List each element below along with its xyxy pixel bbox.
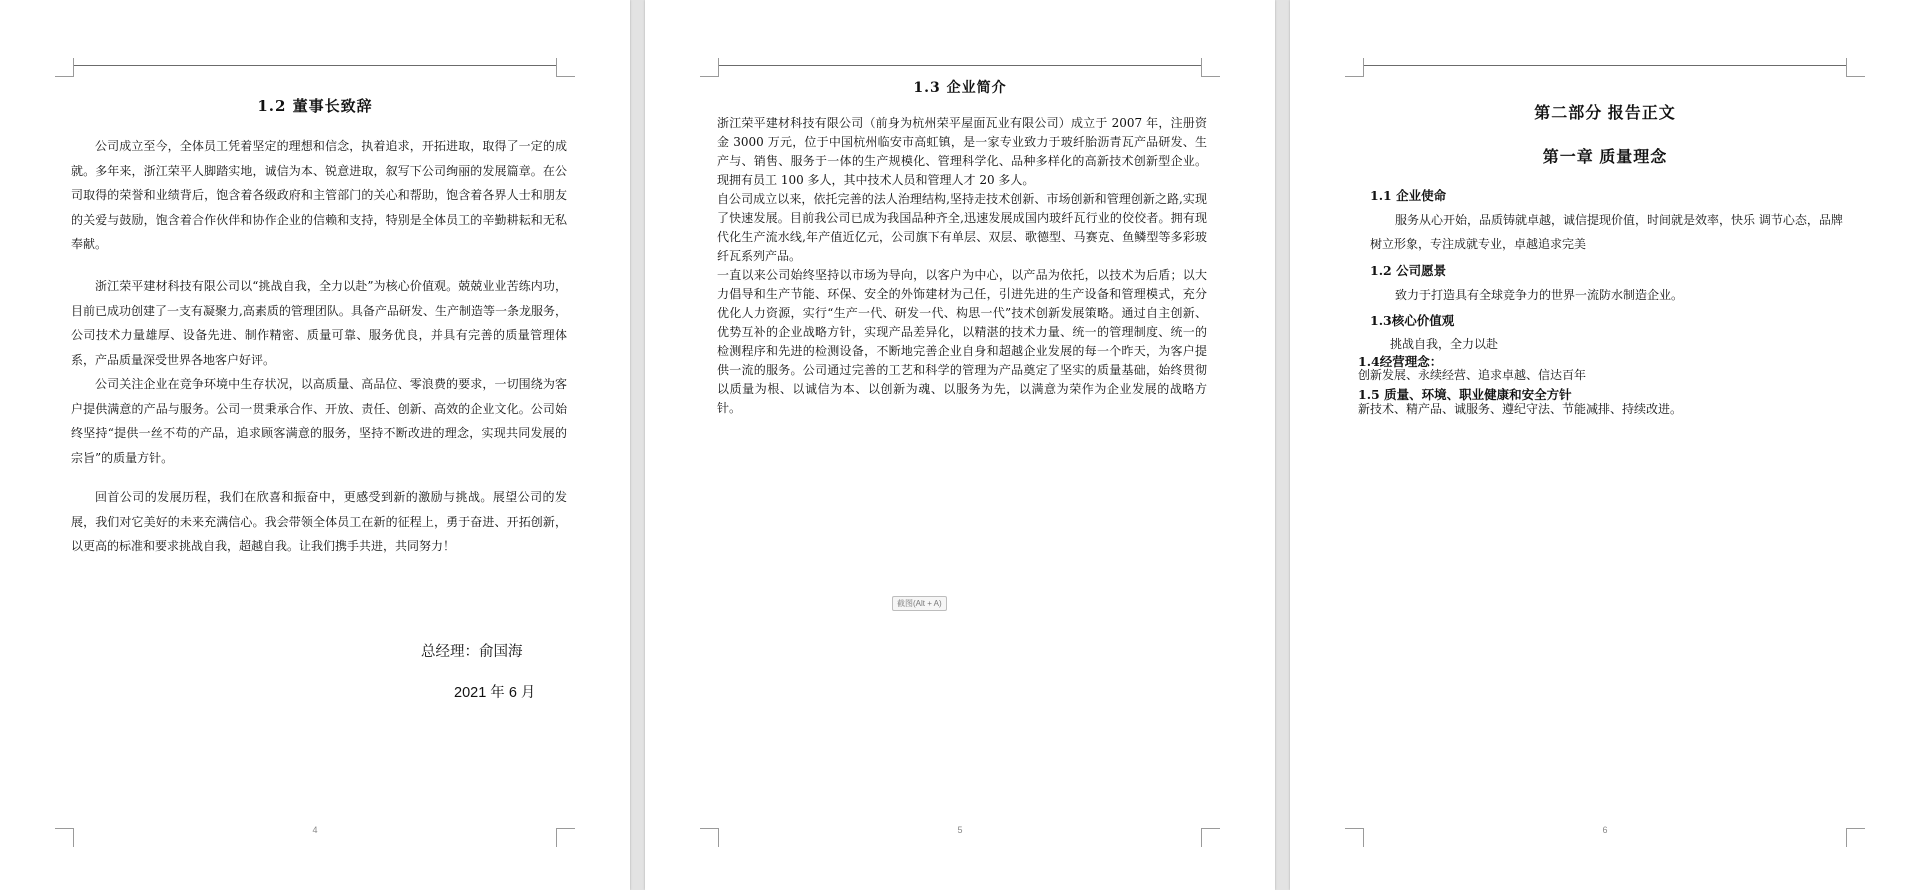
paragraph-text: 回首公司的发展历程，我们在欣喜和振奋中，更感受到新的激励与挑战。展望公司的发展，我们对它美好的未来充满信心。我会带领全体员工在新的征程上，勇于奋进、开拓创新，以更高的标准和要求挑战自我，超越自我。让我们携手共进，共同努力！ [71, 490, 567, 553]
signature: 总经理：俞国海 [421, 644, 523, 660]
corner-mark [1846, 58, 1865, 77]
body-text [717, 114, 1207, 418]
section-heading: 1.2 公司愿景 [1370, 263, 1447, 278]
chapter-title: 第一章 质量理念 [1542, 149, 1668, 166]
paragraph-text: 浙江荣平建材科技有限公司（前身为杭州荣平屋面瓦业有限公司）成立于 2007 年，注册资金 3000 万元，位于中国杭州临安市高虹镇，是一家专业致力于玻纤胎沥青瓦产品研发、生产与、销售、服务于一体的生产规模化、管理科学化、品种多样化的高新技术创新型企业。现拥有员工 100 多人，其中技术人员和管理人才 20 多人。 [717, 116, 1207, 187]
paragraph-text: 一直以来公司始终坚持以市场为导向，以客户为中心，以产品为依托，以技术为后盾；以大力倡导和生产节能、环保、安全的外饰建材为己任，引进先进的生产设备和管理模式，充分优化人力资源，实行“生产一代、研发一代、构思一代”技术创新发展策略。通过自主创新、优势互补的企业战略方针，实现产品差异化，以精湛的技术力量、统一的管理制度、统一的检测程序和先进的检测设备，不断地完善企业自身和超越企业发展的每一个昨天，为客户提供一流的服务。公司通过完善的工艺和科学的管理为产品奠定了坚实的质量基础，始终贯彻以质量为根、以诚信为本、以创新为魂、以服务为先，以满意为荣作为企业发展的战略方针。 [717, 268, 1207, 415]
section-text: 新技术、精产品、诚服务、遵纪守法、节能减排、持续改进。 [1358, 402, 1683, 416]
section-text: 创新发展、永续经营、追求卓越、信达百年 [1358, 368, 1587, 382]
section-title: 1.3 企业简介 [913, 80, 1007, 96]
signature-date: 2021 年 6 月 [454, 685, 536, 701]
part-title: 第二部分 报告正文 [1534, 105, 1676, 122]
document-page-5 [645, 0, 1275, 890]
paragraph-text: 浙江荣平建材科技有限公司以“挑战自我，全力以赴”为核心价值观。兢兢业业苦练内功，目前已成功创建了一支有凝聚力,高素质的管理团队。具备产品研发、生产制造等一条龙服务，公司技术力量雄厚、设备先进、制作精密、质量可靠、服务优良，并具有完善的质量管理体系，产品质量深受世界各地客户好评。 [71, 279, 567, 367]
page-number: 6 [1602, 825, 1608, 835]
paragraph-text: 公司成立至今，全体员工凭着坚定的理想和信念，执着追求，开拓进取，取得了一定的成就。多年来，浙江荣平人脚踏实地，诚信为本、锐意进取，叙写下公司绚丽的发展篇章。在公司取得的荣誉和业绩背后，饱含着各级政府和主管部门的关心和帮助，饱含着各界人士和朋友的关爱与鼓励，饱含着合作伙伴和协作企业的信赖和支持，特别是全体员工的辛勤耕耘和无私奉献。 [71, 139, 567, 251]
header-rule [1363, 65, 1847, 66]
paragraph [71, 372, 567, 470]
page-number: 4 [312, 825, 318, 835]
corner-mark [556, 58, 575, 77]
screenshot-tooltip: 截图(Alt + A) [892, 596, 947, 611]
paragraph-text: 自公司成立以来，依托完善的法人治理结构,坚持走技术创新、市场创新和管理创新之路,实现了快速发展。目前我公司已成为我国品种齐全,迅速发展成国内玻纤瓦行业的佼佼者。拥有现代化生产流水线,年产值近亿元，公司旗下有单层、双层、歌德型、马赛克、鱼鳞型等多彩玻纤瓦系列产品。 [717, 192, 1207, 263]
section-heading: 1.1 企业使命 [1370, 188, 1447, 203]
section-text: 服务从心开始，品质铸就卓越，诚信提现价值，时间就是效率，快乐 调节心态，品牌树立形象，专注成就专业，卓越追求完美 [1370, 213, 1843, 251]
paragraph [71, 485, 567, 559]
section-text: 致力于打造具有全球竞争力的世界一流防水制造企业。 [1395, 288, 1684, 302]
section-title: 1.2 董事长致辞 [257, 97, 373, 115]
corner-mark [1201, 58, 1220, 77]
section-heading: 1.3核心价值观 [1370, 313, 1455, 328]
section-heading: 1.4经营理念： [1358, 354, 1443, 369]
paragraph [71, 274, 567, 372]
paragraph-text: 公司关注企业在竞争环境中生存状况，以高质量、高品位、零浪费的要求，一切围绕为客户提供满意的产品与服务。公司一贯秉承合作、开放、责任、创新、高效的企业文化。公司始终坚持“提供一丝不苟的产品，追求顾客满意的服务，坚持不断改进的理念，实现共同发展的宗旨”的质量方针。 [71, 377, 567, 465]
corner-mark [700, 58, 719, 77]
corner-mark [1345, 58, 1364, 77]
header-rule [73, 65, 557, 66]
section-text: 挑战自我，全力以赴 [1390, 337, 1499, 351]
page-number: 5 [957, 825, 963, 835]
document-page-4 [0, 0, 630, 890]
header-rule [718, 65, 1202, 66]
paragraph [71, 134, 567, 257]
document-page-6 [1290, 0, 1920, 890]
corner-mark [55, 58, 74, 77]
section-heading: 1.5 质量、环境、职业健康和安全方针 [1358, 387, 1572, 402]
